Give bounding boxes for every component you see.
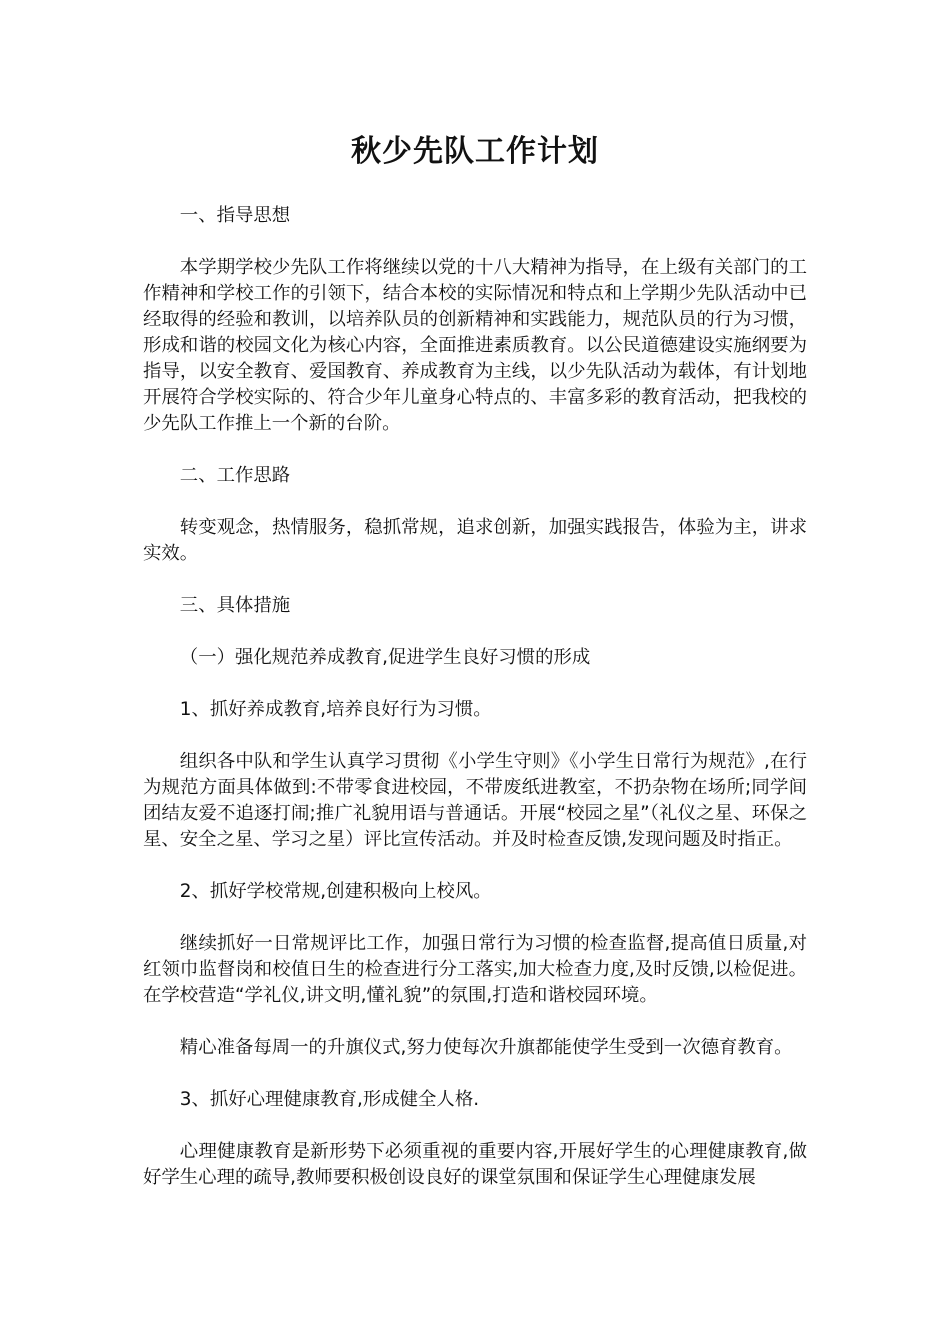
spacer	[143, 489, 807, 515]
page-title: 秋少先队工作计划	[351, 134, 599, 169]
subheading-habit-education: （一）强化规范养成教育,促进学生良好习惯的形成	[179, 647, 591, 668]
spacer	[143, 1061, 807, 1087]
document-body	[143, 128, 807, 1191]
spacer	[143, 229, 807, 255]
item-heading-3: 3、抓好心理健康教育,形成健全人格.	[179, 1089, 480, 1110]
spacer	[143, 723, 807, 749]
paragraph-guiding-thought: 本学期学校少先队工作将继续以党的十八大精神为指导，在上级有关部门的工作精神和学校工作的引领下，结合本校的实际情况和特点和上学期少先队活动中已经取得的经验和教训，以培养队员的创新精神和实践能力，规范队员的行为习惯，形成和谐的校园文化为核心内容，全面推进素质教育。以公民道德建设实施纲要为指导，以安全教育、爱国教育、养成教育为主线，以少先队活动为载体，有计划地开展符合学校实际的、符合少年儿童身心特点的、丰富多彩的教育活动，把我校的少先队工作推上一个新的台阶。	[143, 257, 807, 434]
heading-measures: 三、具体措施	[179, 595, 291, 616]
spacer	[143, 567, 807, 593]
paragraph-item-2: 继续抓好一日常规评比工作，加强日常行为习惯的检查监督,提高值日质量,对红领巾监督岗和校值日生的检查进行分工落实,加大检查力度,及时反馈,以检促进。在学校营造“学礼仪,讲文明,懂礼貌”的氛围,打造和谐校园环境。	[143, 933, 807, 1006]
spacer	[143, 619, 807, 645]
item-heading-1: 1、抓好养成教育,培养良好行为习惯。	[179, 699, 492, 720]
spacer	[143, 671, 807, 697]
spacer	[143, 1113, 807, 1139]
paragraph-item-1: 组织各中队和学生认真学习贯彻《小学生守则》《小学生日常行为规范》,在行为规范方面具体做到:不带零食进校园，不带废纸进教室，不扔杂物在场所;同学间团结友爱不追逐打闹;推广礼貌用语与普通话。开展“校园之星”（礼仪之星、环保之星、安全之星、学习之星）评比宣传活动。并及时检查反馈,发现问题及时指正。	[143, 751, 807, 850]
item-heading-2: 2、抓好学校常规,创建积极向上校风。	[179, 881, 492, 902]
paragraph-item-3: 心理健康教育是新形势下必须重视的重要内容,开展好学生的心理健康教育,做好学生心理的疏导,教师要积极创设良好的课堂氛围和保证学生心理健康发展	[143, 1141, 807, 1188]
paragraph-work-ideas: 转变观念，热情服务，稳抓常规，追求创新，加强实践报告，体验为主，讲求实效。	[143, 517, 807, 564]
spacer	[143, 437, 807, 463]
spacer	[143, 905, 807, 931]
spacer	[143, 853, 807, 879]
spacer	[143, 176, 807, 203]
heading-guiding-thought: 一、指导思想	[179, 205, 291, 226]
paragraph-flag-ceremony: 精心准备每周一的升旗仪式,努力使每次升旗都能使学生受到一次德育教育。	[179, 1037, 793, 1058]
spacer	[143, 1009, 807, 1035]
heading-work-ideas: 二、工作思路	[179, 465, 291, 486]
